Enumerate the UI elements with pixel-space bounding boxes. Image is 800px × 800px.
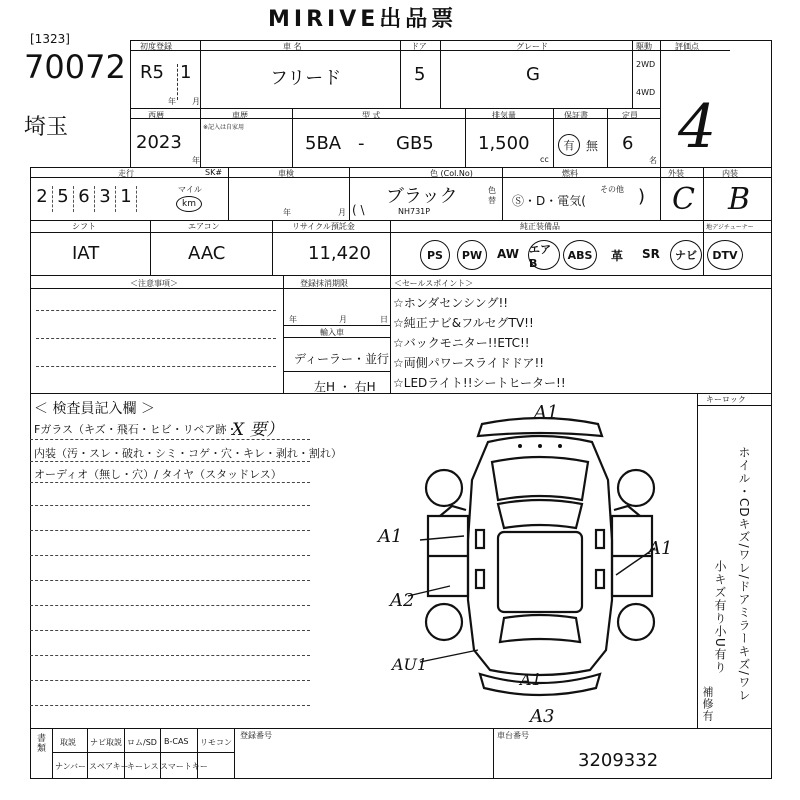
color-label: 色 (Col.No) <box>430 169 473 178</box>
history-label: 車歴 <box>232 111 248 120</box>
region: 埼玉 <box>24 115 69 140</box>
first-reg-label: 初度登録 <box>140 42 172 51</box>
recycle-label: リサイクル預託金 <box>292 222 355 231</box>
import-dealer: ディーラー・並行 <box>294 352 390 366</box>
inspector-note-interior: 内装（汚・スレ・破れ・シミ・コゲ・穴・キレ・剥れ・割れ） <box>34 447 342 460</box>
exterior-grade: C <box>672 182 695 217</box>
color-code: NH731P <box>398 207 431 216</box>
mileage-digits <box>32 186 172 212</box>
interior-grade: B <box>728 182 751 217</box>
model-label: 型 式 <box>362 111 381 120</box>
mile-unit: マイル <box>178 185 202 194</box>
mileage-digit: 6 <box>74 186 95 212</box>
doc-smart-key: スマートキー <box>160 762 208 771</box>
import-label: 輸入車 <box>320 328 344 337</box>
lot-number: 70072 <box>24 48 126 86</box>
inspection-paren: ( \ <box>352 203 365 217</box>
doc-keyless: キーレス <box>127 762 159 771</box>
reg-month: 1 <box>180 62 192 83</box>
side-note-repair: 補修有 <box>701 686 714 722</box>
western-label: 西暦 <box>148 111 164 120</box>
grade: G <box>526 64 540 85</box>
displacement-label: 排気量 <box>492 111 516 120</box>
notes-label: ＜注意事項＞ <box>130 279 178 288</box>
western-year: 2023 <box>136 132 182 153</box>
reg-no-label: 登録番号 <box>240 731 272 740</box>
shift: IAT <box>72 243 100 264</box>
equip-pw: PW <box>457 240 487 270</box>
fglass-mark: X 要） <box>232 420 284 440</box>
side-note-scratch: 小キズ有り小U有り <box>713 560 727 674</box>
warranty-label: 保証書 <box>564 111 588 120</box>
mileage-digit: 3 <box>95 186 116 212</box>
side-note-wheel: ホイル・CDキズ/ワレ/ドアミラーキズ/ワレ <box>737 446 751 702</box>
inspector-label: ＜ 検査員記入欄 ＞ <box>34 401 155 417</box>
damage-mark-right: A1 <box>648 538 673 559</box>
sales-point: ☆バックモニター!!ETC!! <box>393 336 530 350</box>
damage-mark-rear: A1 <box>520 670 542 689</box>
options-label: 純正装備品 <box>520 222 560 231</box>
doc-spare-key: スペアキー <box>89 762 129 771</box>
equip-airbag: エアB <box>528 240 560 270</box>
car-name: フリード <box>270 68 342 89</box>
page-title: MIRIVE出品票 <box>268 7 458 32</box>
km-unit: km <box>176 196 202 212</box>
drive-4wd: 4WD <box>636 88 656 97</box>
mileage-digit: 1 <box>116 186 137 212</box>
aircon-label: エアコン <box>188 222 220 231</box>
fuel-options: Ⓢ・D・電気( <box>512 194 586 208</box>
sales-point: ☆ホンダセンシング!! <box>393 296 509 310</box>
doc-number-plate: ナンバー <box>55 762 87 771</box>
import-handle: 左H ・ 右H <box>314 380 376 394</box>
drive-2wd: 2WD <box>636 60 656 69</box>
recycle-fee: 11,420 <box>308 243 371 264</box>
grade-label: グレード <box>516 42 548 51</box>
displacement: 1,500 <box>478 133 530 154</box>
fuel-other: その他 <box>600 185 624 194</box>
exterior-label: 外装 <box>668 169 684 178</box>
lot-code: [1323] <box>30 32 70 46</box>
capacity: 6 <box>622 133 634 154</box>
chassis-number: 3209332 <box>578 750 659 771</box>
doc-navi-manual: ナビ取説 <box>90 738 122 747</box>
tuner-label: 地デジチューナー <box>706 224 754 231</box>
doors-label: ドア <box>411 42 427 51</box>
score-label: 評価点 <box>675 42 699 51</box>
damage-mark-front: A1 <box>534 402 559 423</box>
equip-leather: 革 <box>611 249 624 263</box>
sk-label: SK# <box>205 168 223 177</box>
shift-label: シフト <box>72 222 96 231</box>
equip-sunroof: SR <box>642 247 660 261</box>
interior-label: 内装 <box>722 169 738 178</box>
model-code: GB5 <box>396 133 434 154</box>
mileage-digit: 2 <box>32 186 53 212</box>
damage-mark-left-front: A1 <box>378 526 403 547</box>
doors: 5 <box>414 64 426 85</box>
sales-point: ☆両側パワースライドドア!! <box>393 356 545 370</box>
inspection-label: 車検 <box>278 169 294 178</box>
model-prefix: 5BA <box>305 133 342 154</box>
capacity-label: 定員 <box>622 111 638 120</box>
damage-mark-bottom: A3 <box>530 706 555 727</box>
history-note: ※記入は自家用 <box>203 124 245 131</box>
warranty-no: 無 <box>586 139 599 153</box>
aircon: AAC <box>188 243 226 264</box>
era: R5 <box>140 62 164 83</box>
equip-ps: PS <box>420 240 450 270</box>
equip-aw: AW <box>497 247 519 261</box>
equip-abs: ABS <box>563 240 597 270</box>
score: 4 <box>678 92 717 162</box>
inspector-note-fglass: Fガラス（キズ・飛石・ヒビ・リペア跡・ <box>34 423 238 436</box>
color-name: ブラック <box>386 186 458 207</box>
reg-expiry-label: 登録抹消期限 <box>300 279 348 288</box>
car-name-label: 車 名 <box>283 42 302 51</box>
color-change-label: 色替 <box>488 186 496 205</box>
equip-navi: ナビ <box>670 240 702 270</box>
inspector-note-audio: オーディオ（無し・穴）/ タイヤ（スタッドレス） <box>34 468 282 481</box>
mileage-label: 走行 <box>118 169 134 178</box>
drive-label: 駆動 <box>636 42 652 51</box>
docs-label: 書類 <box>35 733 45 753</box>
key-lock-label: キーロック <box>706 395 746 404</box>
damage-mark-left-rear: A2 <box>390 590 415 611</box>
doc-manual: 取説 <box>60 738 76 747</box>
doc-remote: リモコン <box>200 738 232 747</box>
sales-points-label: ＜セールスポイント＞ <box>394 279 474 288</box>
warranty-yes: 有 <box>558 134 580 156</box>
sales-point: ☆純正ナビ&フルセグTV!! <box>393 316 534 330</box>
fuel-label: 燃料 <box>562 169 578 178</box>
doc-bcas: B-CAS <box>164 737 189 746</box>
damage-mark-rear-left: AU1 <box>392 655 428 674</box>
chassis-label: 車台番号 <box>497 731 529 740</box>
equip-dtv: DTV <box>707 240 743 270</box>
mileage-digit: 5 <box>53 186 74 212</box>
doc-rom-sd: ロム/SD <box>127 738 157 747</box>
sales-point: ☆LEDライト!!シートヒーター!! <box>393 376 566 390</box>
